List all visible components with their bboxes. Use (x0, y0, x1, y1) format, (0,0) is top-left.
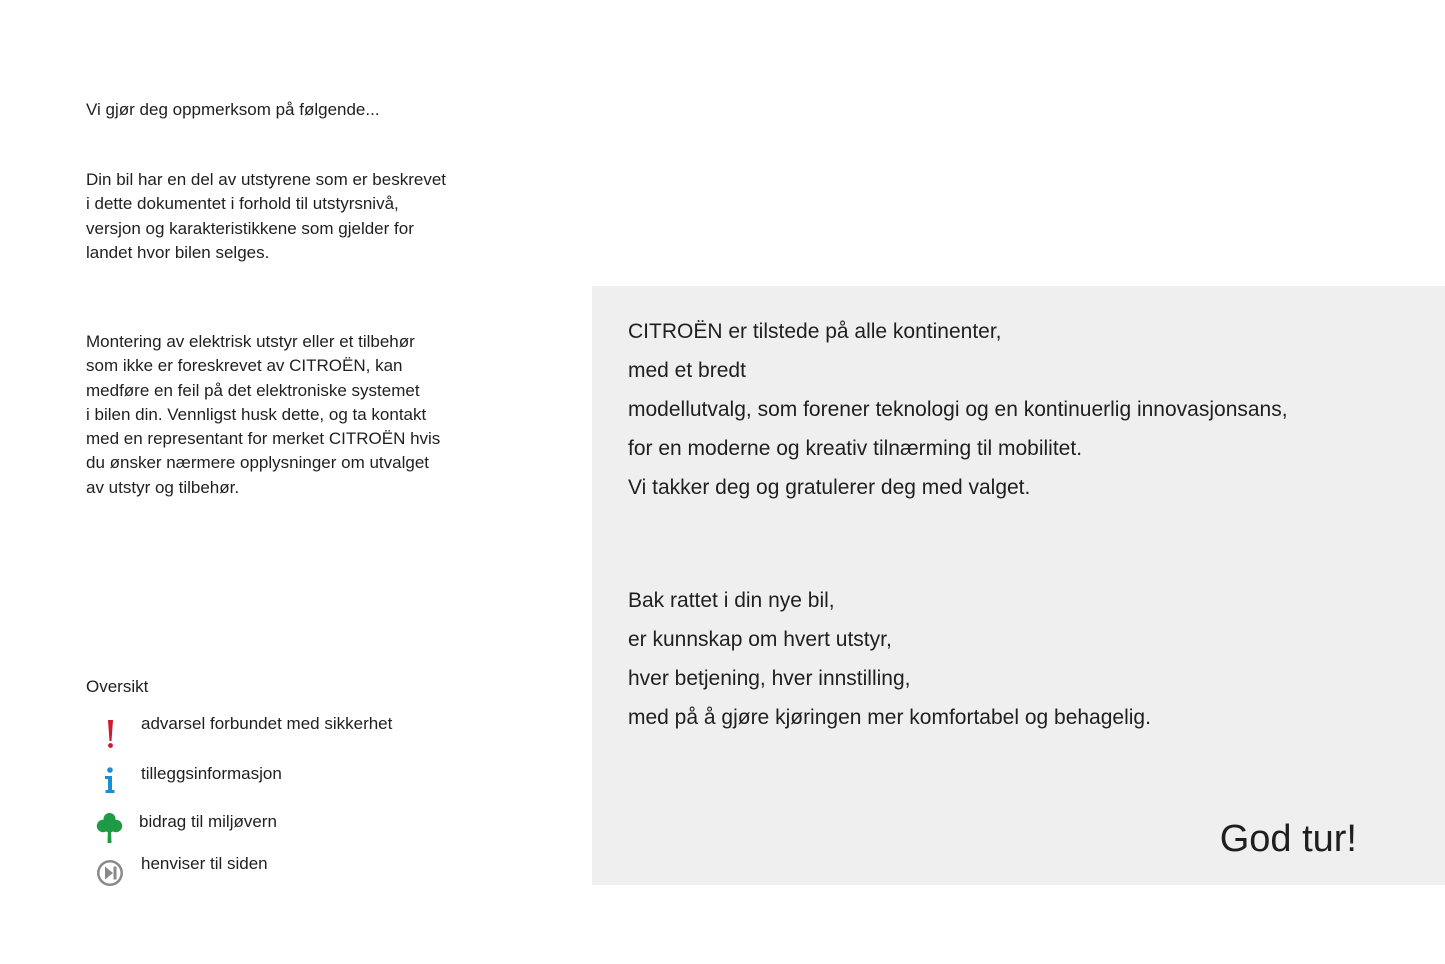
legend-label: tilleggsinformasjon (141, 764, 282, 783)
panel-line: for en moderne og kreativ tilnærming til mobilitet. (628, 437, 1083, 460)
panel-line: CITROËN er tilstede på alle kontinenter, (628, 320, 1002, 343)
legend-label: henviser til siden (141, 854, 268, 873)
paragraph-line: som ikke er foreskrevet av CITROËN, kan (86, 356, 403, 376)
welcome-paragraph-brand (628, 312, 1288, 507)
legend-label: bidrag til miljøvern (139, 812, 277, 831)
panel-line: med et bredt (628, 359, 746, 382)
panel-line: modellutvalg, som forener teknologi og en kontinuerlig innovasjonsans, (628, 398, 1288, 421)
page-reference-icon (86, 852, 132, 892)
legend-item-warning (86, 712, 506, 752)
intro-heading: Vi gjør deg oppmerksom på følgende... (86, 100, 380, 119)
panel-line: Vi takker deg og gratulerer deg med valget. (628, 476, 1031, 499)
paragraph-line: i bilen din. Vennligst husk dette, og ta kontakt (86, 404, 427, 424)
tree-icon (86, 810, 132, 850)
legend-label: advarsel forbundet med sikkerhet (141, 714, 393, 733)
paragraph-line: i dette dokumentet i forhold til utstyrsnivå, (86, 194, 399, 214)
overview-title: Oversikt (86, 677, 149, 696)
paragraph-line: av utstyr og tilbehør. (86, 477, 240, 497)
paragraph-line: med en representant for merket CITROËN hvis (86, 429, 441, 449)
warning-exclamation-icon (86, 712, 132, 752)
intro-paragraph-equipment (86, 168, 446, 265)
paragraph-line: medføre en feil på det elektroniske systemet (86, 380, 420, 400)
paragraph-line: du ønsker nærmere opplysninger om utvalget (86, 453, 429, 473)
intro-paragraph-electrical (86, 330, 440, 500)
panel-line: hver betjening, hver innstilling, (628, 667, 911, 690)
paragraph-line: versjon og karakteristikkene som gjelder for (86, 218, 414, 238)
welcome-panel (592, 286, 1445, 885)
welcome-paragraph-driving (628, 581, 1151, 737)
panel-line: med på å gjøre kjøringen mer komfortabel og behagelig. (628, 706, 1151, 729)
legend-item-info (86, 762, 506, 802)
paragraph-line: landet hvor bilen selges. (86, 242, 270, 262)
legend-item-environment (86, 810, 506, 850)
panel-line: Bak rattet i din nye bil, (628, 589, 835, 612)
panel-line: er kunnskap om hvert utstyr, (628, 628, 892, 651)
paragraph-line: Din bil har en del av utstyrene som er beskrevet (86, 170, 447, 189)
info-icon (86, 762, 132, 802)
farewell-text: God tur! (1219, 818, 1357, 860)
legend-item-page-reference (86, 852, 506, 892)
paragraph-line: Montering av elektrisk utstyr eller et tilbehør (86, 332, 415, 351)
